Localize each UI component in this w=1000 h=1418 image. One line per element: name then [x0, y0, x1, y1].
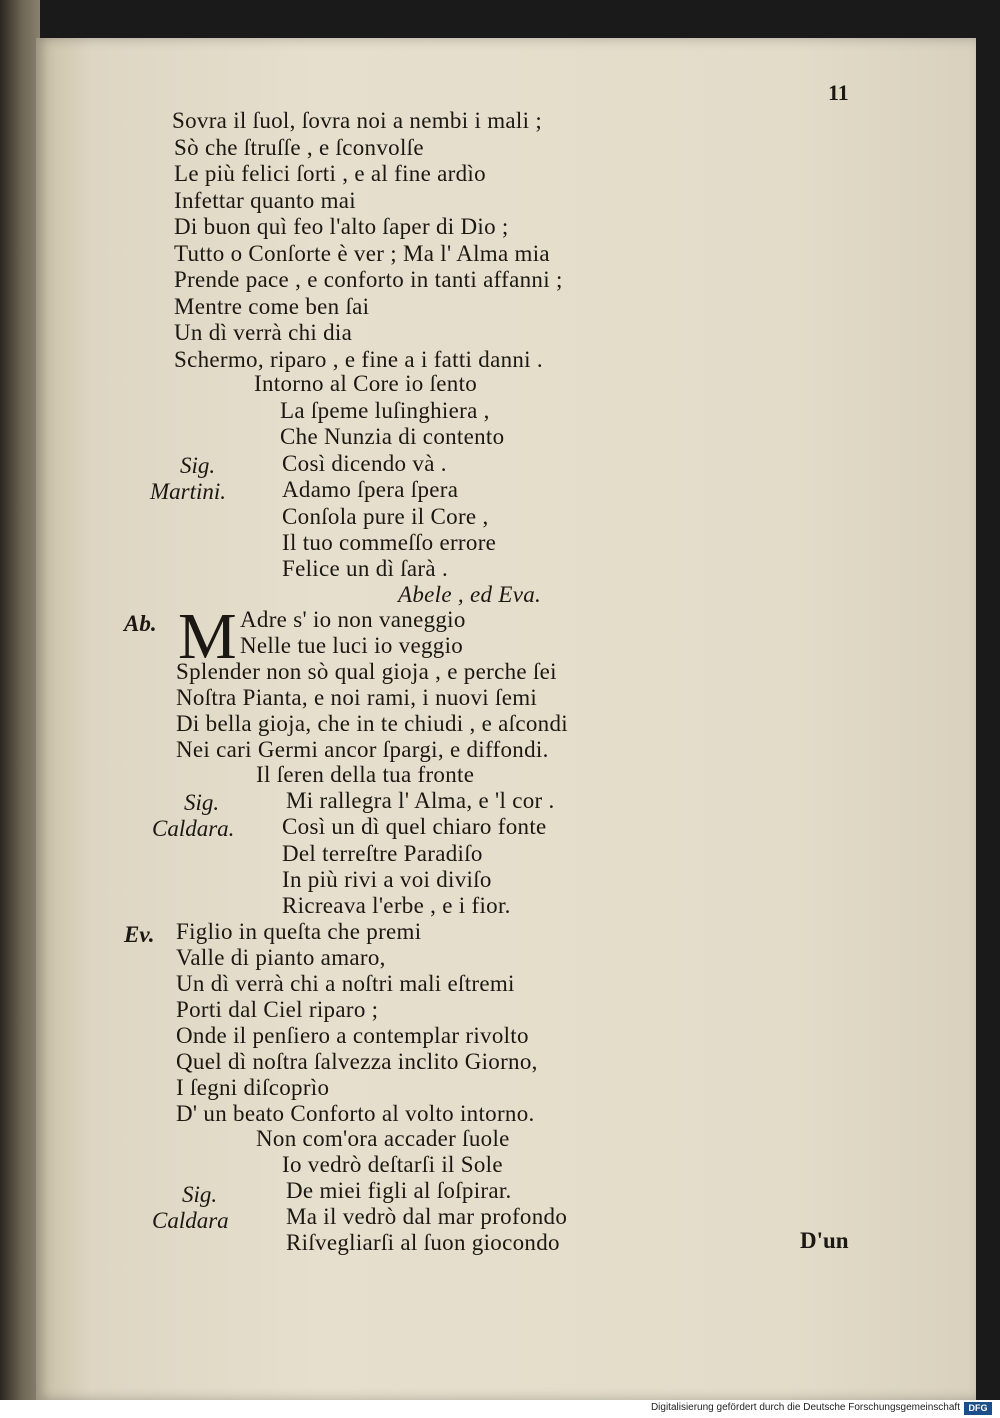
text-line: Mentre come ben ſai [174, 294, 370, 319]
dfg-logo: DFG [964, 1402, 992, 1415]
text-line: Del terreſtre Paradiſo [282, 841, 483, 866]
text-line: Valle di pianto amaro, [176, 945, 386, 970]
digitization-footer [0, 1400, 1000, 1418]
text-line: Mi rallegra l' Alma, e 'l cor . [286, 788, 555, 813]
text-line: Noſtra Pianta, e noi rami, i nuovi ſemi [176, 685, 538, 710]
text-line: Un dì verrà chi dia [174, 320, 353, 345]
text-line: Così un dì quel chiaro fonte [282, 814, 547, 839]
speaker-label: Sig. [180, 453, 216, 478]
text-line: Ricreava l'erbe , e i fior. [282, 893, 511, 918]
text-line: Il ſeren della tua fronte [256, 762, 475, 787]
text-line: Il tuo commeſſo errore [282, 530, 497, 555]
text-line: Sò che ſtruſſe , e ſconvolſe [174, 135, 424, 160]
speaker-label: Ab. [124, 611, 157, 636]
text-line: De miei figli al ſoſpirar. [286, 1178, 512, 1203]
page-number: 11 [828, 80, 849, 105]
text-line: Sovra il ſuol, ſovra noi a nembi i mali ; [172, 108, 543, 133]
text-line: Tutto o Conſorte è ver ; Ma l' Alma mia [174, 241, 550, 266]
text-line: Porti dal Ciel riparo ; [176, 997, 379, 1022]
catchword: D'un [800, 1228, 849, 1253]
composer-label: Martini. [150, 479, 227, 504]
text-line: Schermo, riparo , e fine a i fatti danni . [174, 347, 543, 372]
text-line: Prende pace , e conforto in tanti affanni ; [174, 267, 563, 292]
text-line: Onde il penſiero a contemplar rivolto [176, 1023, 529, 1048]
text-line: Conſola pure il Core , [282, 504, 489, 529]
text-line: In più rivi a voi diviſo [282, 867, 492, 892]
text-line: Splender non sò qual gioja , e perche ſei [176, 659, 557, 684]
text-line: Le più felici ſorti , e al fine ardìo [174, 161, 486, 186]
text-line: Infettar quanto mai [174, 188, 356, 213]
text-line: Adamo ſpera ſpera [282, 477, 459, 502]
text-line: Io vedrò deſtarſi il Sole [282, 1152, 503, 1177]
text-line: Così dicendo và . [282, 451, 447, 476]
text-line: La ſpeme luſinghiera , [280, 398, 490, 423]
composer-label: Caldara. [152, 816, 235, 841]
text-line: Quel dì noſtra ſalvezza inclito Giorno, [176, 1049, 538, 1074]
text-line: Riſvegliarſi al ſuon giocondo [286, 1230, 560, 1255]
text-line: D' un beato Conforto al volto intorno. [176, 1101, 535, 1126]
text-line: Adre s' io non vaneggio [240, 607, 466, 632]
text-line: Un dì verrà chi a noſtri mali eſtremi [176, 971, 515, 996]
facing-page-edge [0, 0, 40, 1400]
speaker-label: Ev. [124, 922, 155, 947]
speaker-label: Sig. [182, 1182, 218, 1207]
section-heading: Abele , ed Eva. [398, 582, 542, 607]
text-line: Intorno al Core io ſento [254, 371, 478, 396]
composer-label: Caldara [152, 1208, 229, 1233]
text-line: Che Nunzia di contento [280, 424, 505, 449]
text-line: Figlio in queſta che premi [176, 919, 422, 944]
text-line: Di buon quì feo l'alto ſaper di Dio ; [174, 214, 509, 239]
text-line: Non com'ora accader ſuole [256, 1126, 510, 1151]
text-line: Di bella gioja, che in te chiudi , e aſcondi [176, 711, 568, 736]
text-line: Nelle tue luci io veggio [240, 633, 464, 658]
drop-cap: M [178, 600, 237, 673]
footer-credit: Digitalisierung gefördert durch die Deutsche Forschungsgemeinschaft [650, 1402, 960, 1413]
text-line: I ſegni diſcoprìo [176, 1075, 330, 1100]
text-line: Ma il vedrò dal mar profondo [286, 1204, 568, 1229]
text-line: Felice un dì ſarà . [282, 556, 449, 581]
text-line: Nei cari Germi ancor ſpargi, e diffondi. [176, 737, 549, 762]
speaker-label: Sig. [184, 790, 220, 815]
